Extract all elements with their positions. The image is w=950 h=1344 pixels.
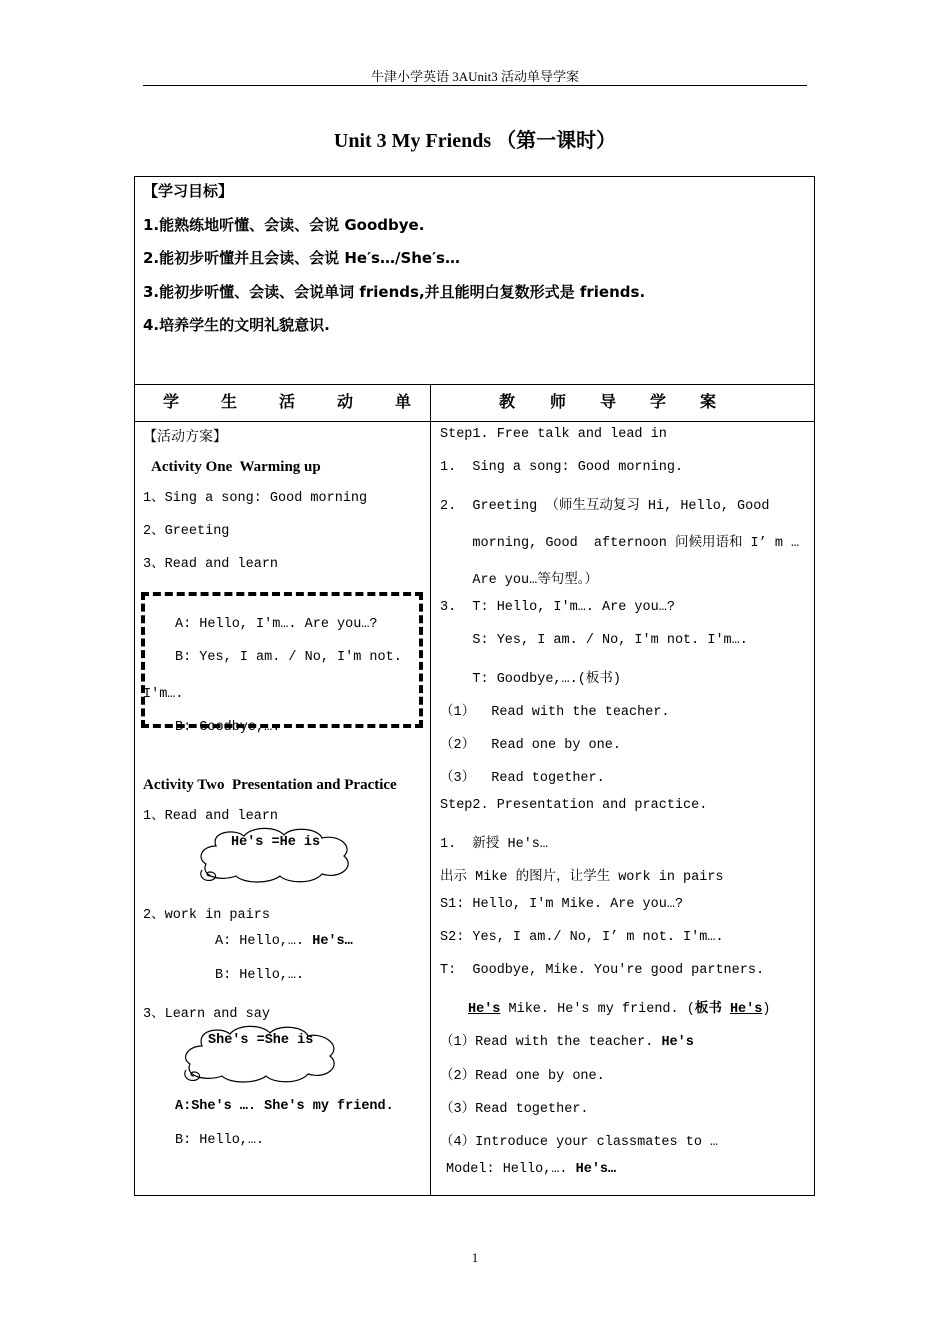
- right-read-2: （2）Read one by one.: [440, 1069, 605, 1084]
- right-line-14: 出示 Mike 的图片，让学生 work in pairs: [440, 870, 724, 885]
- left-heading-char: 学: [163, 392, 180, 411]
- pair-line-b: B: Hello,….: [215, 968, 305, 983]
- right-heading-char: 导: [600, 392, 617, 411]
- blackboard-note: 板书: [694, 1002, 730, 1017]
- right-line-1: Step1. Free talk and lead in: [440, 427, 667, 442]
- document-title: Unit 3 My Friends （第一课时）: [333, 130, 617, 152]
- right-read-1: [440, 1029, 694, 1050]
- activity-one-item-2: 2、Greeting: [143, 524, 230, 539]
- plan-heading: 【活动方案】: [143, 429, 227, 445]
- right-line-12: Step2. Presentation and practice.: [440, 798, 708, 813]
- objectives-heading: 【学习目标】: [143, 182, 234, 200]
- right-read-4: （4）Introduce your classmates to …: [440, 1135, 719, 1150]
- right-heading-char: 教: [499, 392, 516, 411]
- activity-two-title: Activity Two Presentation and Practice: [143, 777, 397, 793]
- right-heading-char: 案: [700, 392, 717, 411]
- cloud-text-he: He′s =He is: [231, 835, 321, 850]
- dialogue-line-c: I′m….: [143, 687, 184, 702]
- left-heading-char: 活: [279, 392, 296, 411]
- read-1-text: （1）Read with the teacher.: [440, 1035, 662, 1050]
- right-line-15: S1: Hello, I′m Mike. Are you…?: [440, 897, 684, 912]
- right-line-5: Are you…等句型。）: [440, 573, 598, 588]
- right-model-line: [446, 1162, 616, 1177]
- dialogue-line-a: A: Hello, I′m…. Are you…?: [175, 617, 378, 632]
- left-heading-char: 生: [221, 392, 238, 411]
- objective-1: 1.能熟练地听懂、会读、会说 Goodbye.: [143, 216, 425, 234]
- right-line-9: （1） Read with the teacher.: [440, 705, 670, 720]
- header-rule: [143, 85, 807, 86]
- column-divider: [430, 384, 431, 1195]
- objective-4: 4.培养学生的文明礼貌意识.: [143, 316, 330, 334]
- pair-line-a-bold: He′s…: [312, 934, 353, 949]
- pair-line-a-text: A: Hello,….: [215, 934, 305, 949]
- objective-2: 2.能初步听懂并且会读、会说 He′s…/She′s…: [143, 249, 460, 267]
- right-line-17: T: Goodbye, Mike. You′re good partners.: [440, 963, 765, 978]
- dialogue-line-b: B: Yes, I am. / No, I′m not.: [175, 650, 402, 665]
- right-line-3: 2. Greeting （师生互动复习 Hi, Hello, Good: [440, 499, 770, 514]
- right-line-4: morning, Good afternoon 问候用语和 I’ m …: [440, 536, 800, 551]
- model-text: Model: Hello,….: [446, 1162, 576, 1177]
- right-line-11: （3） Read together.: [440, 771, 605, 786]
- closing-paren: ): [762, 1002, 771, 1017]
- say-line-b: B: Hello,….: [175, 1133, 265, 1148]
- page-number: 1: [471, 1250, 479, 1265]
- activity-two-item-3: 3、Learn and say: [143, 1007, 270, 1022]
- right-heading-char: 师: [550, 392, 567, 411]
- objective-3: 3.能初步听懂、会读、会说单词 friends,并且能明白复数形式是 friends.: [143, 283, 646, 301]
- hes-underlined: He′s: [468, 1002, 501, 1017]
- activity-one-title: Activity One Warming up: [151, 459, 321, 475]
- table-divider-objectives: [134, 384, 815, 385]
- right-line-10: （2） Read one by one.: [440, 738, 621, 753]
- right-line-8: T: Goodbye,….(板书): [440, 672, 621, 687]
- activity-two-item-2: 2、work in pairs: [143, 908, 270, 923]
- activity-one-item-1: 1、Sing a song: Good morning: [143, 491, 368, 506]
- dialogue-line-d: B: Goodbye,….: [175, 720, 281, 735]
- table-divider-columns: [134, 421, 815, 422]
- left-heading-char: 单: [395, 392, 412, 411]
- pair-line-a: [215, 934, 353, 949]
- right-heading-char: 学: [650, 392, 667, 411]
- left-heading-char: 动: [337, 392, 354, 411]
- right-line-7: S: Yes, I am. / No, I′m not. I′m….: [440, 633, 748, 648]
- activity-two-item-1: 1、Read and learn: [143, 809, 279, 824]
- cloud-text-she: She′s =She is: [208, 1033, 314, 1048]
- activity-one-item-3: 3、Read and learn: [143, 557, 279, 572]
- right-read-3: （3）Read together.: [440, 1102, 589, 1117]
- hes-underlined-2: He′s: [729, 1002, 763, 1017]
- right-line-hes-mike: [468, 996, 770, 1017]
- right-line-16: S2: Yes, I am./ No, I’ m not. I′m….: [440, 930, 724, 945]
- hes-mike-text: Mike. He′s my friend. (: [500, 1002, 695, 1017]
- dialogue-box-left-edge: [141, 592, 145, 728]
- page-header: 牛津小学英语 3AUnit3 活动单导学案: [370, 69, 579, 84]
- right-line-2: 1. Sing a song: Good morning.: [440, 460, 684, 475]
- right-line-13: 1. 新授 He′s…: [440, 837, 549, 852]
- read-1-bold: He′s: [661, 1035, 694, 1050]
- say-line-a: A:She′s …. She′s my friend.: [175, 1099, 394, 1114]
- right-line-6: 3. T: Hello, I′m…. Are you…?: [440, 600, 675, 615]
- model-bold: He′s…: [575, 1162, 617, 1177]
